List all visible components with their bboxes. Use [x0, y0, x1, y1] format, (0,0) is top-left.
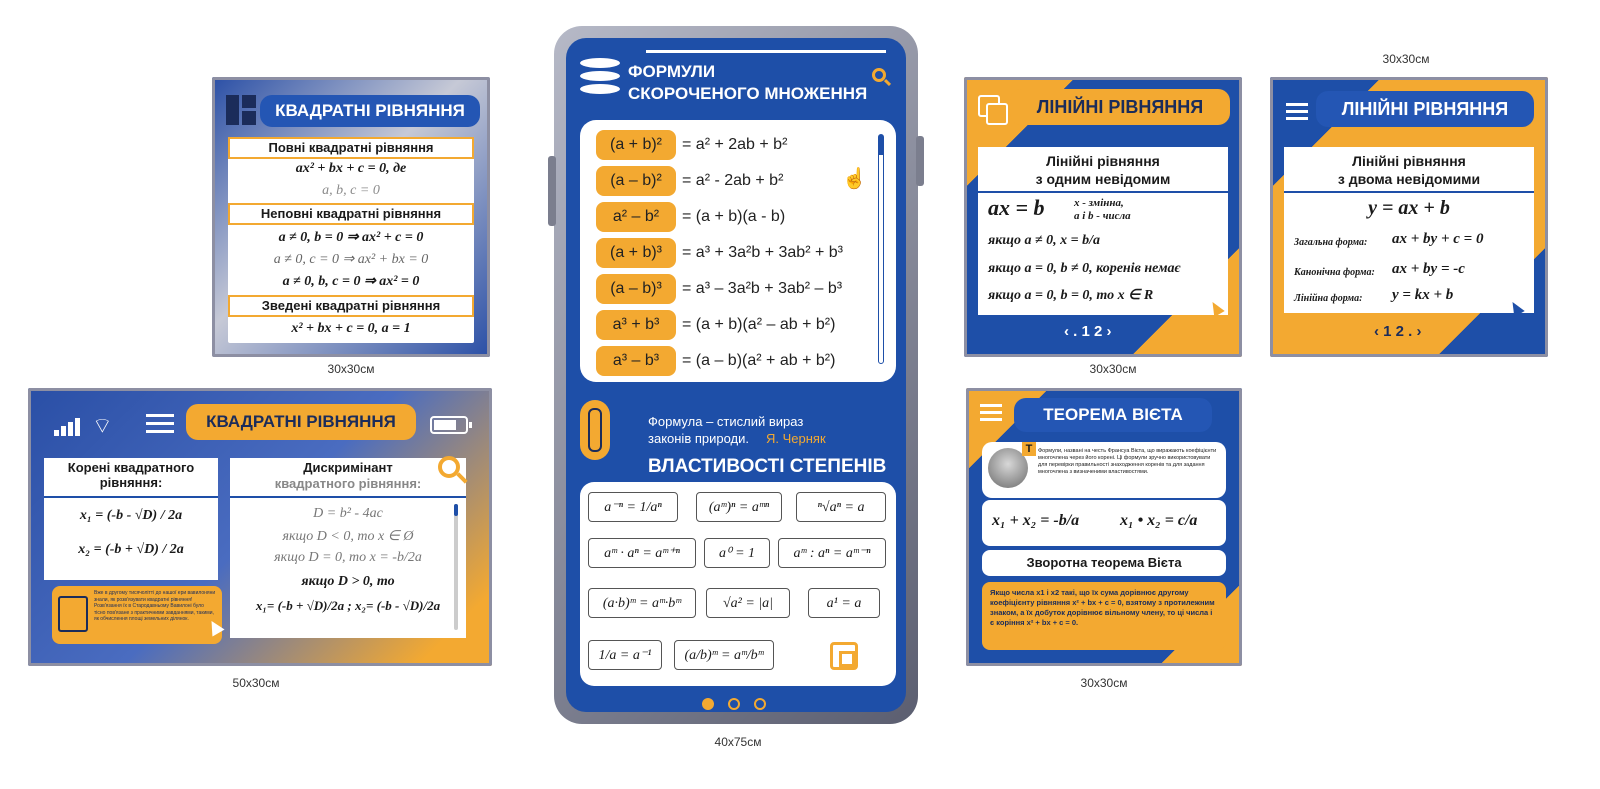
formula-result: = (a + b)(a - b)	[682, 208, 786, 225]
text-icon: T	[1022, 442, 1036, 456]
formula: x₁ • x₂ = c/a	[1120, 512, 1198, 529]
power-rule: (a/b)ᵐ = aᵐ/bᵐ	[674, 640, 774, 670]
formula-chip: a³ + b³	[596, 310, 676, 340]
content-card	[978, 147, 1228, 315]
layers-icon	[580, 58, 620, 94]
history-note	[52, 586, 222, 644]
page-dot[interactable]	[754, 698, 766, 710]
scrollbar[interactable]	[454, 504, 458, 630]
formula: якщо a = 0, b ≠ 0, коренів немає	[988, 261, 1181, 276]
poster-title: ТЕОРЕМА ВІЄТА	[1014, 398, 1212, 432]
form-label: Канонічна форма:	[1294, 267, 1375, 278]
paperclip-icon	[580, 400, 610, 460]
section-heading: Зведені квадратні рівняння	[228, 295, 474, 317]
formula-chip: (a – b)²	[596, 166, 676, 196]
form-label: Лінійна форма:	[1294, 293, 1363, 304]
vieta-poster	[966, 388, 1242, 666]
menu-icon[interactable]	[980, 404, 1002, 422]
hand-cursor-icon: ☝	[842, 168, 867, 190]
power-rule: (a·b)ᵐ = aᵐ·bᵐ	[588, 588, 696, 618]
card-subheading: з двома невідомими	[1337, 171, 1481, 187]
formula: ax + by = -c	[1392, 261, 1465, 277]
inverse-heading-box	[982, 550, 1226, 576]
formula: a ≠ 0, b = 0 ⇒ ax² + c = 0	[278, 230, 424, 245]
size-label: 30x30см	[327, 362, 375, 376]
quote-line2: законів природи.	[648, 431, 750, 446]
formula: D = b² - 4ac	[313, 506, 383, 521]
card-subheading: квадратного рівняння:	[274, 476, 422, 491]
formula: якщо D > 0, то	[301, 574, 395, 589]
windows-icon	[978, 95, 1006, 123]
formula: ax² + bx + c = 0, де	[295, 161, 407, 176]
props-card	[580, 482, 896, 686]
form-label: Загальна форма:	[1294, 237, 1368, 248]
card-subheading: з одним невідомим	[1035, 171, 1171, 187]
formula-result: = (a + b)(a² – ab + b²)	[682, 316, 836, 333]
formula: x₁ + x₂ = -b/a	[992, 512, 1080, 529]
size-label: 30x30см	[1089, 362, 1137, 376]
size-label: 50x30см	[232, 676, 280, 690]
formula-chip: (a – b)³	[596, 274, 676, 304]
inverse-text: Якщо числа x1 і x2 такі, що їх сума дорівнює другому коефіцієнту рівняння x² + bx + c = 0, взятому з протилежним знаком, а їх добуток дорівнює вільному члену, то ці числа і є коріння x² + bx + c = 0.	[990, 588, 1215, 627]
formula-result: = a³ + 3a²b + 3ab² + b³	[682, 244, 843, 261]
menu-icon[interactable]	[1286, 103, 1308, 121]
quote-author: Я. Черняк	[766, 431, 826, 446]
phone-screen	[566, 38, 906, 712]
size-label: 40x75см	[714, 735, 762, 749]
formula: x₂ = (-b + √D) / 2a	[78, 542, 184, 557]
size-label: 30x30см	[1080, 676, 1128, 690]
formula-chip: a² – b²	[596, 202, 676, 232]
formula: якщо D < 0, то x ∈ Ø	[282, 529, 414, 544]
power-rule: √a² = |a|	[706, 588, 790, 618]
formula: ax + by + c = 0	[1392, 231, 1484, 247]
main-formula: ax = b	[988, 195, 1045, 220]
side-note: a і b - числа	[1074, 210, 1131, 222]
kv-wide-poster	[28, 388, 492, 666]
menu-icon[interactable]	[146, 414, 174, 434]
page-dot-active[interactable]	[702, 698, 714, 710]
poster-title: ЛІНІЙНІ РІВНЯННЯ	[1010, 89, 1230, 125]
side-note: x - змінна,	[1074, 197, 1124, 209]
pager[interactable]: ‹ . 1 2 ›	[1064, 323, 1112, 340]
discriminant-card	[230, 458, 466, 638]
pager[interactable]: ‹ 1 2 . ›	[1374, 323, 1422, 340]
card-heading: Лінійні рівняння	[1046, 153, 1160, 169]
formula: a ≠ 0, c = 0 ⇒ ax² + bx = 0	[273, 252, 429, 267]
phone-title-line1: ФОРМУЛИ	[628, 62, 716, 81]
main-formula: y = ax + b	[1368, 197, 1450, 219]
card-heading: Корені квадратного рівняння:	[44, 460, 218, 498]
inverse-text-box	[982, 582, 1226, 650]
lin2-poster	[1270, 77, 1548, 357]
formula-result: = a² - 2ab + b²	[682, 172, 784, 189]
section-heading: Неповні квадратні рівняння	[228, 203, 474, 225]
formula: якщо D = 0, то x = -b/2a	[274, 550, 422, 565]
vieta-formulas	[982, 500, 1226, 546]
card-heading: Лінійні рівняння	[1352, 153, 1466, 169]
phone-poster	[554, 26, 918, 724]
kv-square-poster	[212, 77, 490, 357]
formula-result: = (a – b)(a² + ab + b²)	[682, 352, 836, 369]
power-rule: 1/a = a⁻¹	[588, 640, 662, 670]
poster-title: КВАДРАТНІ РІВНЯННЯ	[260, 95, 480, 127]
power-rule: aᵐ · aⁿ = aᵐ⁺ⁿ	[588, 538, 696, 568]
power-rule: a⁻ⁿ = 1/aⁿ	[588, 492, 678, 522]
props-title: ВЛАСТИВОСТІ СТЕПЕНІВ	[648, 456, 887, 477]
section-heading: Повні квадратні рівняння	[228, 137, 474, 159]
note-text: Вже в другому тисячолітті до нашої ери вавилоняни знали, як розв'язувати квадратні рівняння! Розв'язання їх в Стародавньому Вавилоні було тісно пов'язане з практичними завданнями, такими, як обчислення площі земельних ділянок.	[94, 590, 216, 622]
formula-chip: (a + b)³	[596, 238, 676, 268]
formula: x₁ = (-b - √D) / 2a	[79, 508, 183, 523]
grid-icon	[226, 95, 256, 125]
book-icon	[58, 596, 88, 632]
poster-title: ЛІНІЙНІ РІВНЯННЯ	[1316, 91, 1534, 127]
formulas-card	[580, 120, 896, 382]
intro-text: Формули, названі на честь Франсуа Вієта, що виражають коефіцієнти многочлена через його корені. Ці формули зручно використовувати для перевірки правильності знаходження коренів та для задання многочлена з визначеними властивостями.	[1038, 448, 1217, 475]
card-heading: Дискримінант	[303, 460, 393, 475]
content-card	[228, 137, 474, 343]
roots-card	[44, 458, 218, 580]
formula-result: = a³ – 3a²b + 3ab² – b³	[682, 280, 843, 297]
intro-card	[982, 442, 1226, 498]
formula: x² + bx + c = 0, a = 1	[291, 321, 411, 336]
inverse-heading: Зворотна теорема Вієта	[1026, 555, 1182, 570]
wifi-icon: ⌔	[92, 413, 113, 438]
formula: a, b, c = 0	[322, 183, 380, 198]
formula-chip: (a + b)²	[596, 130, 676, 160]
formula: x₁= (-b + √D)/2a ; x₂= (-b - √D)/2a	[255, 598, 441, 613]
formula: y = kx + b	[1392, 287, 1454, 303]
formula-chip: a³ – b³	[596, 346, 676, 376]
power-rule: a⁰ = 1	[704, 538, 770, 568]
power-rule: a¹ = a	[808, 588, 880, 618]
corner-logo-icon	[830, 642, 858, 670]
power-rule: aᵐ : aⁿ = aᵐ⁻ⁿ	[778, 538, 886, 568]
power-rule: ⁿ√aⁿ = a	[796, 492, 886, 522]
power-rule: (aᵐ)ⁿ = aᵐⁿ	[696, 492, 782, 522]
quote-line1: Формула – стислий вираз	[648, 414, 804, 429]
lin1-poster	[964, 77, 1242, 357]
page-dot[interactable]	[728, 698, 740, 710]
phone-title-line2: СКОРОЧЕНОГО МНОЖЕННЯ	[628, 84, 868, 103]
scrollbar[interactable]	[878, 134, 884, 364]
battery-icon	[430, 416, 468, 434]
formula: якщо a = 0, b = 0, то x ∈ R	[988, 288, 1154, 303]
poster-title: КВАДРАТНІ РІВНЯННЯ	[186, 404, 416, 440]
formula: a ≠ 0, b, c = 0 ⇒ ax² = 0	[282, 274, 420, 289]
formula: якщо a ≠ 0, x = b/a	[988, 233, 1101, 248]
signal-icon	[54, 418, 82, 436]
size-label: 30x30см	[1382, 52, 1430, 66]
content-card	[1284, 147, 1534, 313]
formula-result: = a² + 2ab + b²	[682, 136, 788, 153]
